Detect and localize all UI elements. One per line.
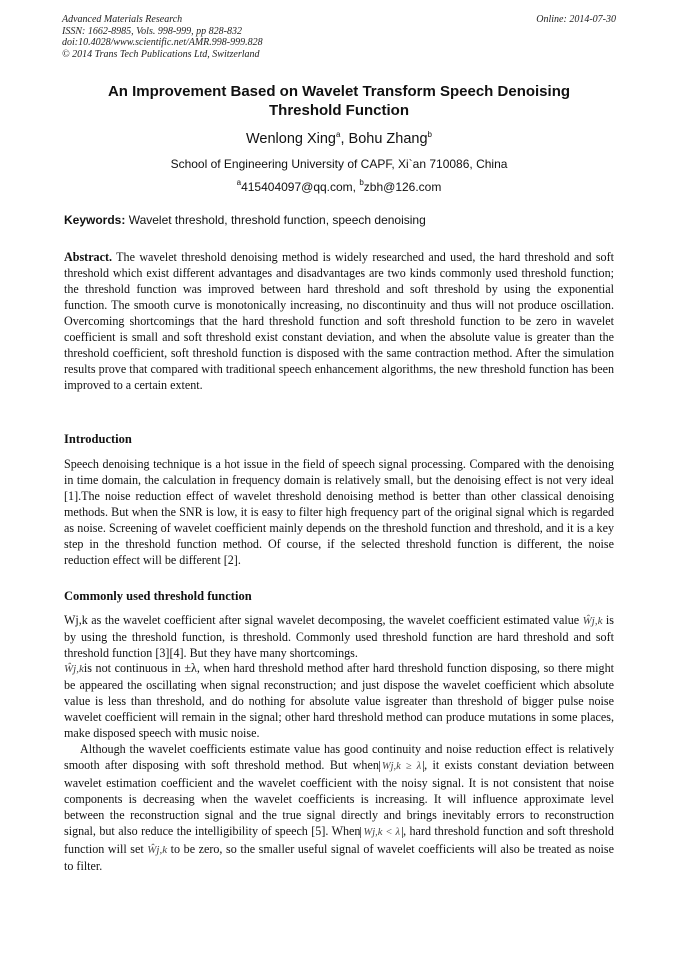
w-hat-symbol: Ŵj,k — [582, 615, 603, 627]
online-date: Online: 2014-07-30 — [536, 14, 616, 25]
author-name: Bohu Zhang — [348, 131, 428, 147]
text-run: Wj,k as the wavelet coefficient after signal wavelet decomposing, the wavelet coefficient estimated value — [64, 613, 583, 627]
keywords — [64, 213, 616, 227]
text-run: Although the wavelet coefficients estimate value has good continuity and noise reduction effect is relatively smooth after disposing with soft threshold method. But when — [64, 742, 614, 772]
text-run: is by using the threshold function, is threshold. Commonly used threshold function are hard threshold and soft threshold function [3][4]. But they have many shortcomings. — [64, 613, 615, 660]
abs-condition-lt: Wj,k < λ — [360, 827, 403, 838]
email-address[interactable]: zbh@126.com — [363, 180, 442, 194]
journal-header — [62, 14, 263, 60]
keywords-label: Keywords: — [64, 213, 126, 227]
text-run: , it exists constant deviation between wavelet estimation coefficient and the wavelet coefficient with the noisy signal. It is not consistent that noise components is decreasing when the wavelet coefficients is increasing. It will influence approximate level between the reconstruction signal and the true signal directly and brings inevitably errors to reconstruction signal, but also reduce the intelligibility of speech [5]. When — [64, 758, 614, 838]
threshold-paragraph-2 — [64, 660, 614, 741]
text-run: to be zero, so the smaller useful signal of wavelet coefficients will also be treated as noise to filter. — [64, 842, 614, 873]
section-heading-threshold-function: Commonly used threshold function — [64, 589, 252, 603]
abstract-label: Abstract. — [64, 250, 113, 264]
issn-line: ISSN: 1662-8985, Vols. 998-999, pp 828-832 — [62, 25, 242, 37]
text-run: , hard threshold function and soft threshold function will set — [64, 824, 614, 856]
copyright-line: © 2014 Trans Tech Publications Ltd, Switzerland — [62, 48, 260, 60]
threshold-paragraph-3 — [64, 741, 614, 874]
author-separator: , — [340, 131, 349, 147]
w-hat-symbol: Ŵj,k — [64, 663, 84, 675]
w-hat-symbol: Ŵj,k — [147, 844, 168, 856]
affiliation: School of Engineering University of CAPF, Xi`an 710086, China — [170, 157, 508, 171]
abstract — [64, 249, 614, 393]
author-sup: a — [336, 130, 341, 139]
doi-line: doi:10.4028/www.scientific.net/AMR.998-999.828 — [62, 37, 263, 48]
author-sup: b — [427, 130, 432, 139]
email-list — [0, 178, 678, 194]
author-list — [0, 130, 678, 147]
email-address[interactable]: 415404097@qq.com, — [241, 180, 360, 194]
email-sup: a — [236, 178, 242, 187]
author-name: Wenlong Xing — [245, 131, 337, 147]
email-sup: b — [359, 178, 364, 187]
abs-condition-ge: Wj,k ≥ λ — [379, 761, 424, 772]
paper-title: An Improvement Based on Wavelet Transform Speech Denoising Threshold Function — [107, 83, 571, 119]
threshold-paragraph-1 — [64, 612, 614, 661]
abstract-text: The wavelet threshold denoising method is widely researched and used, the hard threshold and soft threshold which exist different advantages and disadvantages are two kinds commonly used threshold function; the threshold function was improved between hard threshold and soft threshold by using the exponential function. The smooth curve is monotonically increasing, no discontinuity and thus will not produce oscillation. Overcoming shortcomings that the hard threshold function and soft threshold function to be zero in wavelet coefficient is small and soft threshold exist constant deviation, and when the absolute value is greater than the threshold coefficient, soft threshold function is disposed with the same contraction method. After the simulation results prove that compared with traditional speech enhancement algorithms, the new threshold function has been improved to a certain extent. — [64, 250, 614, 392]
journal-name: Advanced Materials Research — [62, 14, 183, 25]
text-run: is not continuous in ±λ, when hard threshold method after hard threshold function disposing, so there might be appeared the oscillating when signal reconstruction; and just dispose the wavelet coefficient which absolute value is less than threshold, and do nothing for absolute value isgreater than threshold of bigger pulse noise wavelet coefficient will remain in the signal; other hard threshold method can produce mutations in some places, make disposed speech with music noise. — [64, 661, 614, 740]
introduction-paragraph: Speech denoising technique is a hot issue in the field of speech signal processing. Compared with the denoising in time domain, the calculation in frequency domain is relatively small, but the denoising effect is not very ideal [1].The noise reduction effect of wavelet threshold denoising method is better than other classical denoising methods. But when the SNR is low, it is easy to filter high frequency part of the original signal which is regarded as noise. Screening of wavelet coefficient mainly depends on the threshold function and threshold, and it is a key step in the threshold function method. Of course, if the selected threshold function is different, the noise reduction effect will be different [2]. — [64, 457, 614, 567]
keywords-text: Wavelet threshold, threshold function, speech denoising — [125, 213, 426, 227]
section-heading-introduction: Introduction — [64, 432, 132, 446]
